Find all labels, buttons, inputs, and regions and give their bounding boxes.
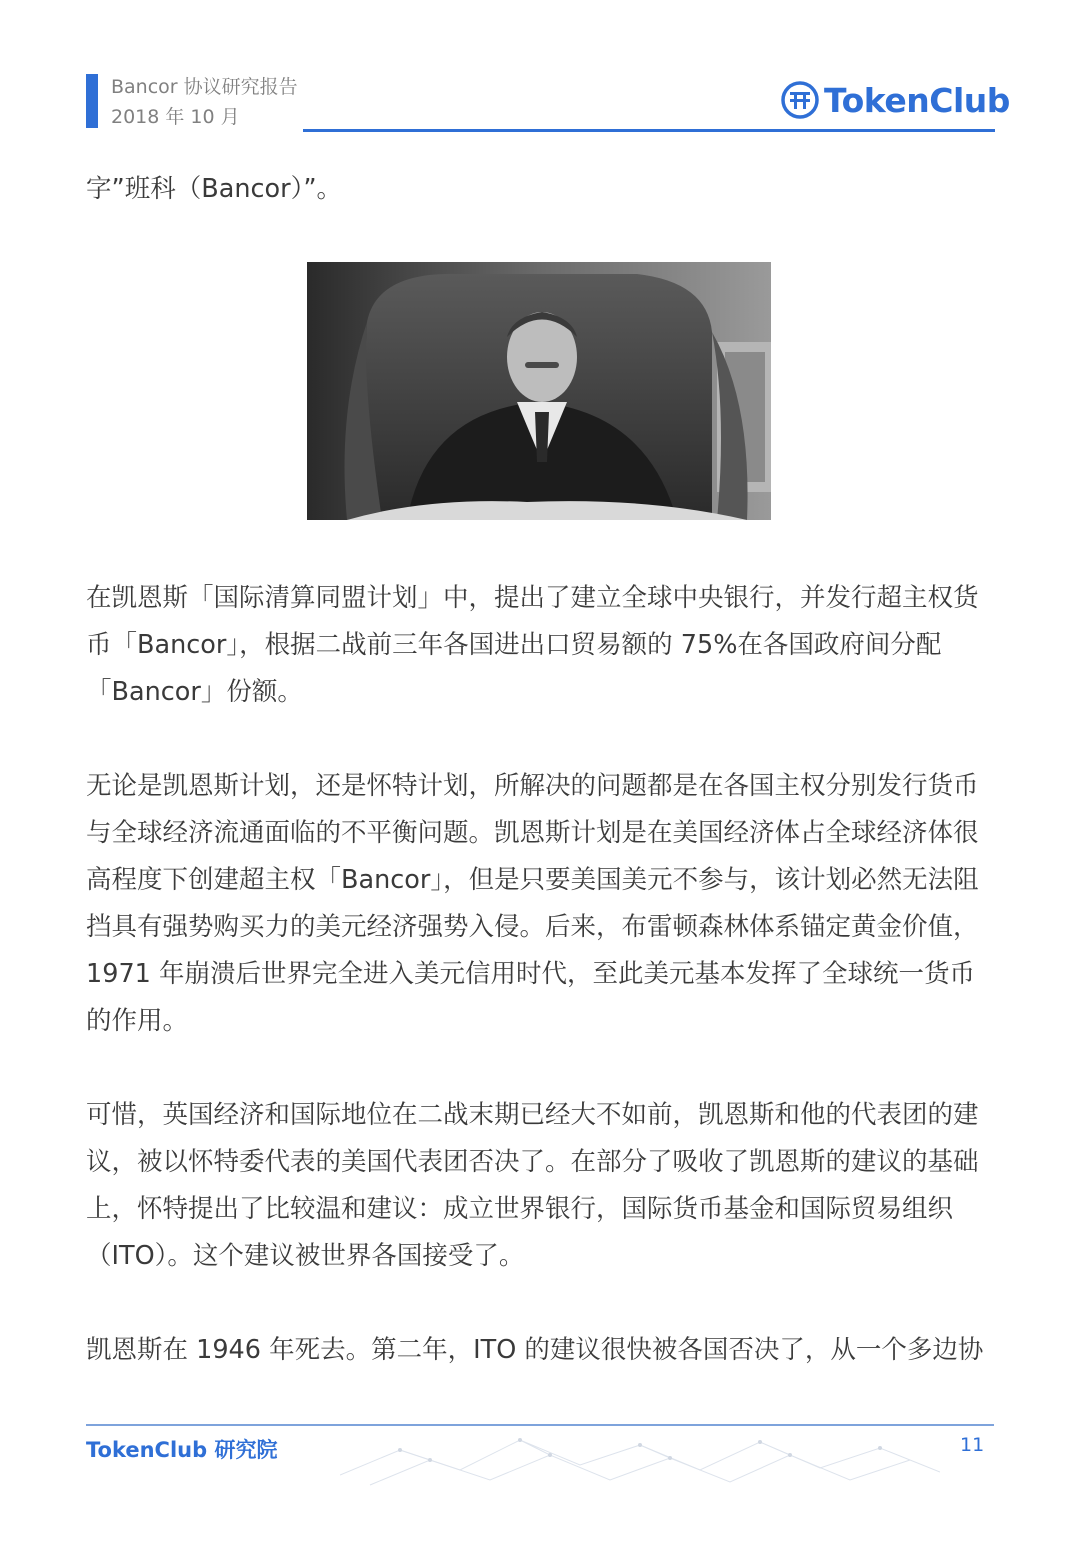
- paragraph-4: 凯恩斯在 1946 年死去。第二年，ITO 的建议很快被各国否决了，从一个多边协: [86, 1335, 984, 1365]
- tokenclub-logo: [780, 78, 1010, 122]
- paragraph-1: 在凯恩斯「国际清算同盟计划」中，提出了建立全球中央银行，并发行超主权货币「Bancor」，根据二战前三年各国进出口贸易额的 75%在各国政府间分配「Bancor」份额。: [86, 583, 979, 707]
- footer-divider: [86, 1424, 994, 1426]
- report-date: 2018 年 10 月: [111, 106, 240, 128]
- footer-brand: TokenClub 研究院: [86, 1438, 278, 1462]
- header-divider: [303, 129, 995, 132]
- tokenclub-logo-icon: [780, 80, 820, 120]
- paragraph-2: 无论是凯恩斯计划，还是怀特计划，所解决的问题都是在各国主权分别发行货币与全球经济流通面临的不平衡问题。凯恩斯计划是在美国经济体占全球经济体很高程度下创建超主权「Bancor」，但是只要美国美元不参与，该计划必然无法阻挡具有强势购买力的美元经济强势入侵。后来，布雷顿森林体系锚定黄金价值，1971 年崩溃后世界完全进入美元信用时代，至此美元基本发挥了全球统一货币的作用。: [86, 771, 979, 1036]
- page-number: 11: [960, 1434, 985, 1456]
- body-line-continuation: 字”班科（Bancor）”。: [86, 174, 343, 204]
- header-accent-bar: [86, 74, 98, 128]
- portrait-photo: [307, 262, 771, 520]
- portrait-image: [307, 262, 771, 520]
- footer-network-decoration: [340, 1430, 940, 1490]
- paragraph-3: 可惜，英国经济和国际地位在二战末期已经大不如前，凯恩斯和他的代表团的建议，被以怀特委代表的美国代表团否决了。在部分了吸收了凯恩斯的建议的基础上，怀特提出了比较温和建议：成立世界银行，国际货币基金和国际贸易组织（ITO）。这个建议被世界各国接受了。: [86, 1100, 979, 1271]
- report-title: Bancor 协议研究报告: [111, 76, 298, 98]
- logo-wordmark: TokenClub: [824, 80, 1010, 120]
